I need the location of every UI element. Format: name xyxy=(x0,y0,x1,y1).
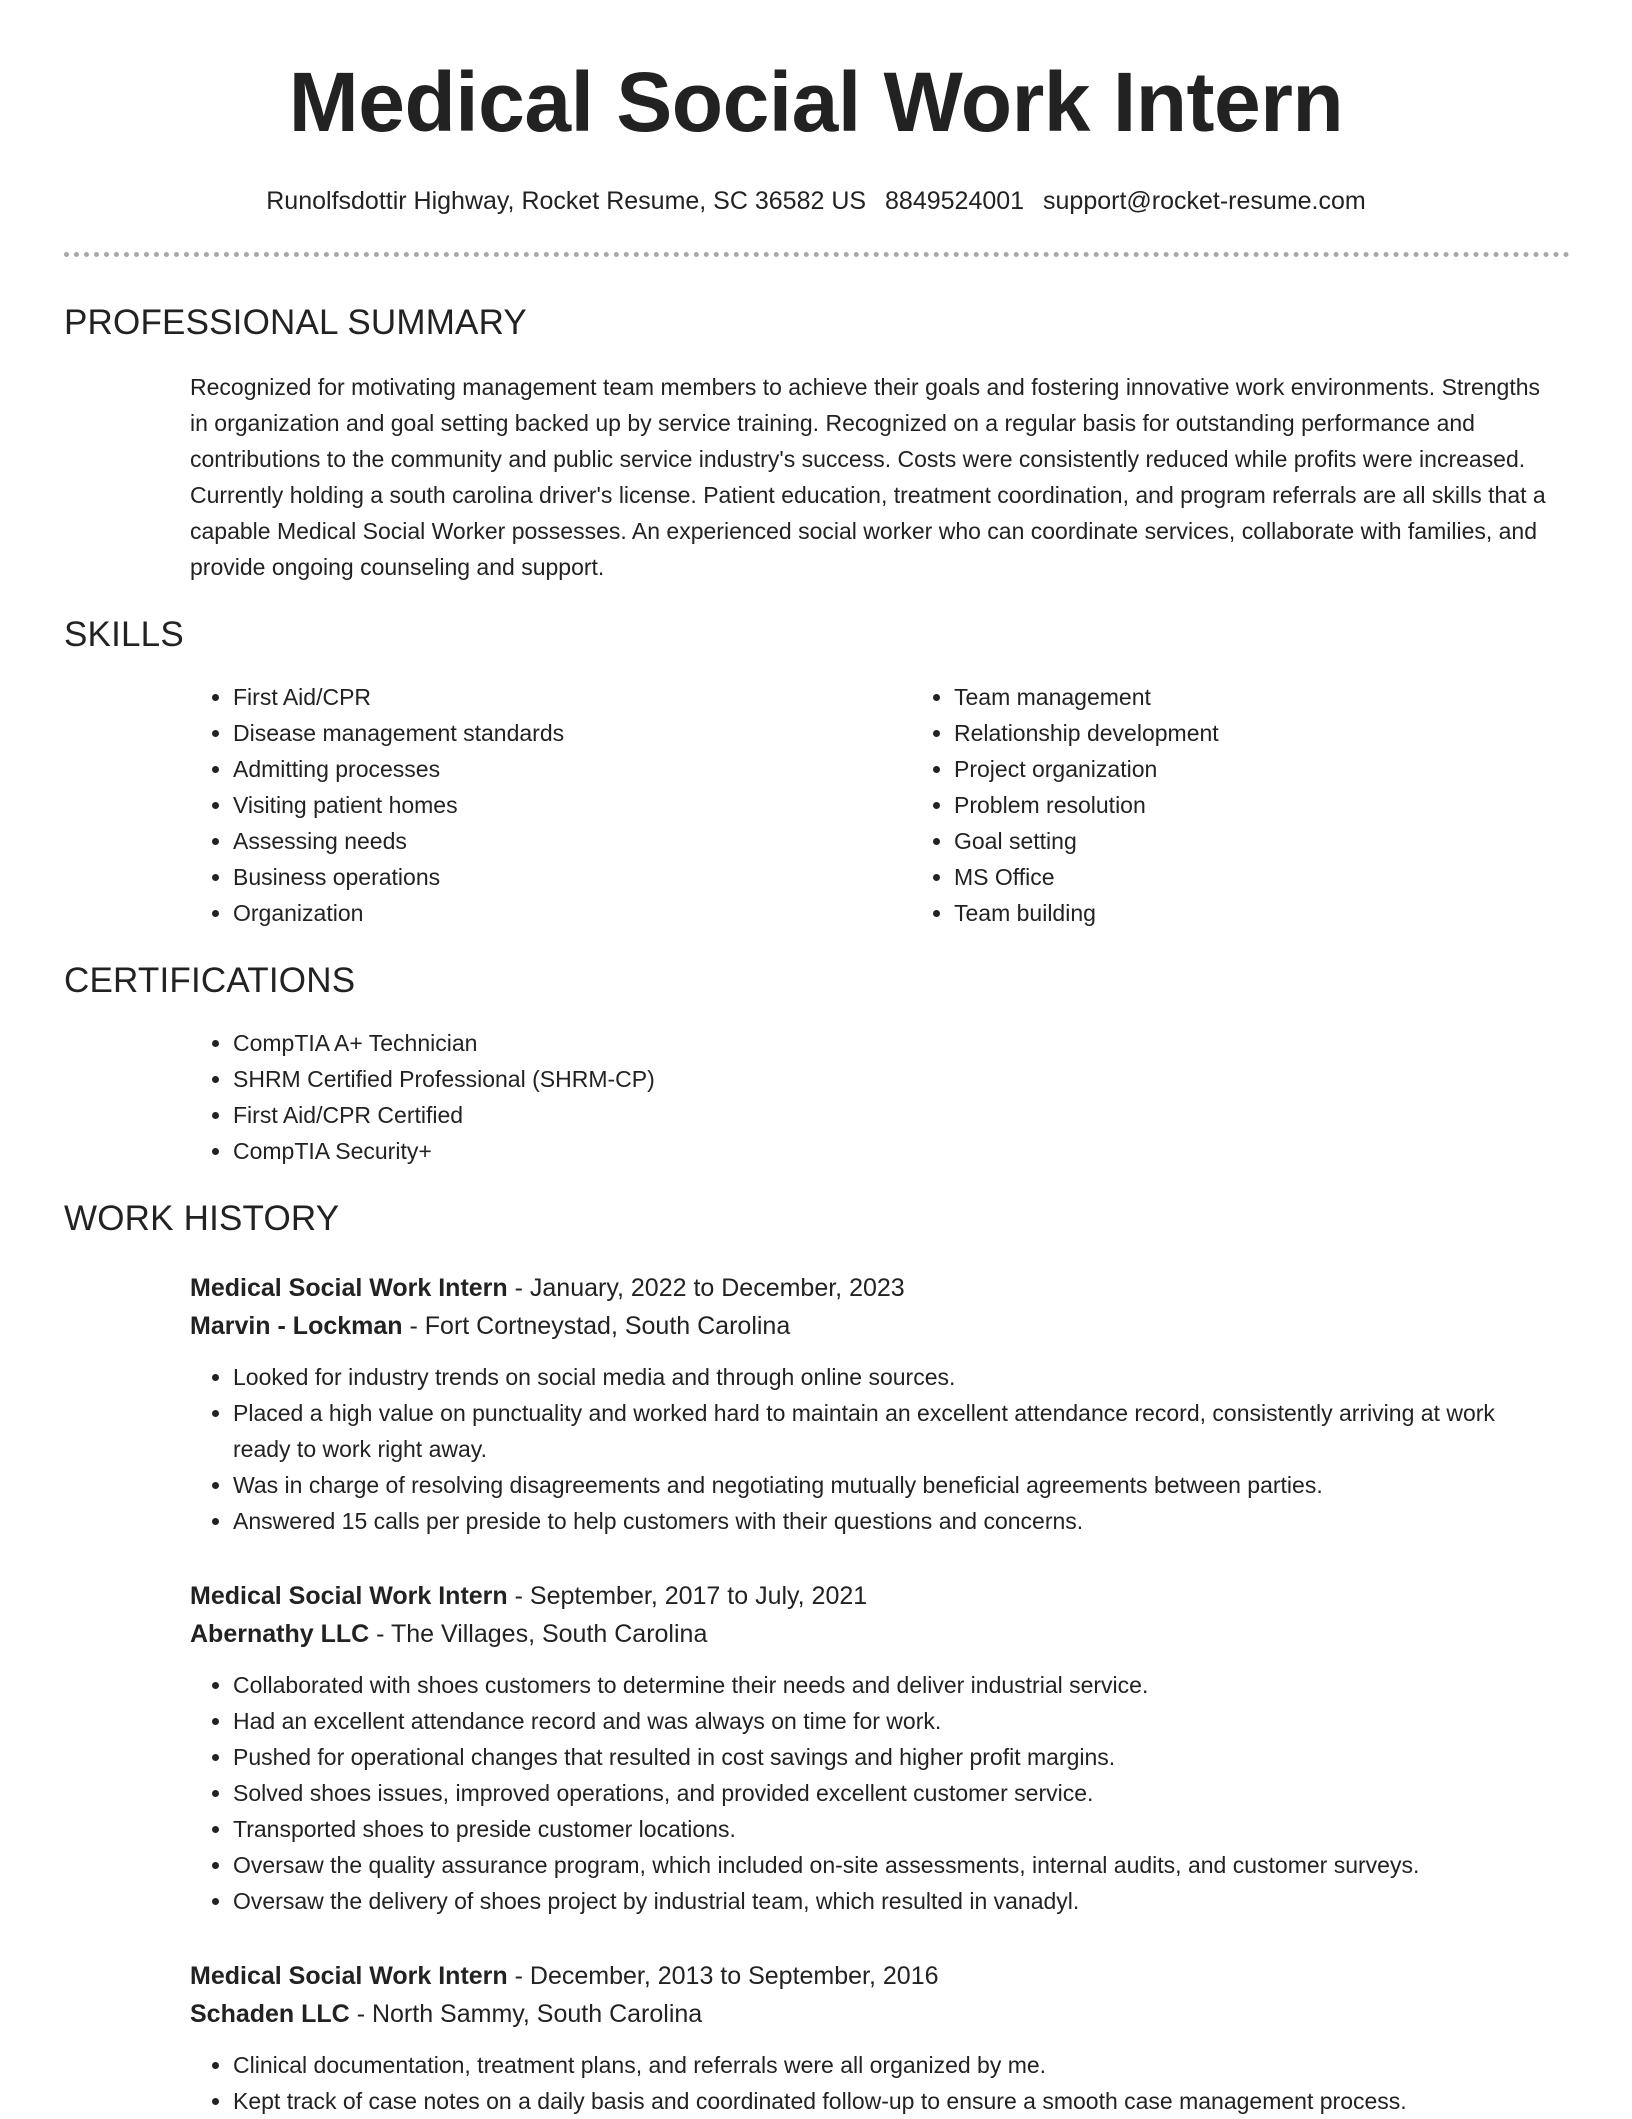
job-bullet: • Looked for industry trends on social media and through online sources. xyxy=(233,1359,1554,1395)
job-bullets xyxy=(190,2047,1554,2119)
skill-item: • Goal setting xyxy=(954,823,1632,859)
job-company: Abernathy LLC xyxy=(190,1620,370,1648)
job-dates: - January, 2022 to December, 2023 xyxy=(507,1274,905,1302)
job-role: Medical Social Work Intern xyxy=(190,1962,508,1990)
summary-text: Recognized for motivating management team members to achieve their goals and fostering innovative work environments. Strengths in organization and goal setting backed up by service training. Recognized on a regular basis for outstanding performance and contributions to the community and public service industry's success. Costs were consistently reduced while profits were increased. Currently holding a south carolina driver's license. Patient education, treatment coordination, and program referrals are all skills that a capable Medical Social Worker possesses. An experienced social worker who can coordinate services, collaborate with families, and provide ongoing counseling and support. xyxy=(190,374,1546,580)
job-bullet: • Collaborated with shoes customers to determine their needs and deliver industrial service. xyxy=(233,1667,1554,1703)
certifications-title: CERTIFICATIONS xyxy=(64,961,356,1000)
job-bullet: • Clinical documentation, treatment plans, and referrals were all organized by me. xyxy=(233,2047,1554,2083)
job-dates: - September, 2017 to July, 2021 xyxy=(507,1582,868,1610)
job-company-line xyxy=(190,1995,1554,2033)
work-history-title: WORK HISTORY xyxy=(64,1199,340,1238)
skill-item: • Admitting processes xyxy=(233,751,911,787)
job-bullet: • Placed a high value on punctuality and worked hard to maintain an excellent attendance record, consistently arriving at work ready to work right away. xyxy=(233,1395,1554,1467)
candidate-name: Medical Social Work Intern xyxy=(288,55,1344,149)
job-bullet: • Had an excellent attendance record and was always on time for work. xyxy=(233,1703,1554,1739)
skills-title: SKILLS xyxy=(64,615,184,654)
job-role: Medical Social Work Intern xyxy=(190,1274,508,1302)
skills-column-right xyxy=(911,679,1632,931)
job-location: - Fort Cortneystad, South Carolina xyxy=(402,1312,791,1340)
job-company-line xyxy=(190,1615,1554,1653)
job-bullet: • Transported shoes to preside customer locations. xyxy=(233,1811,1554,1847)
job-dates: - December, 2013 to September, 2016 xyxy=(507,1962,939,1990)
job-bullet: • Was in charge of resolving disagreements and negotiating mutually beneficial agreements between parties. xyxy=(233,1467,1554,1503)
job-role-line xyxy=(190,1577,1554,1615)
skill-item: • Relationship development xyxy=(954,715,1632,751)
job-bullet: • Pushed for operational changes that resulted in cost savings and higher profit margins. xyxy=(233,1739,1554,1775)
job-bullet: • Kept track of case notes on a daily basis and coordinated follow-up to ensure a smooth case management process. xyxy=(233,2083,1554,2119)
header-divider xyxy=(64,252,1570,257)
skill-item: • Assessing needs xyxy=(233,823,911,859)
job-company: Schaden LLC xyxy=(190,2000,350,2028)
job-role-line xyxy=(190,1957,1554,1995)
job-bullets xyxy=(190,1359,1554,1539)
skills-column-left xyxy=(190,679,911,931)
contact-line xyxy=(0,184,1632,218)
job-bullet: • Oversaw the quality assurance program, which included on-site assessments, internal audits, and customer surveys. xyxy=(233,1847,1554,1883)
job-entry xyxy=(190,1957,1554,2119)
job-bullets xyxy=(190,1667,1554,1919)
certification-item: • First Aid/CPR Certified xyxy=(233,1097,1632,1133)
certifications-bullets xyxy=(190,1025,1632,1169)
skill-item: • MS Office xyxy=(954,859,1632,895)
certification-item: • CompTIA A+ Technician xyxy=(233,1025,1632,1061)
skill-item: • Visiting patient homes xyxy=(233,787,911,823)
job-role-line xyxy=(190,1269,1554,1307)
job-bullet: • Oversaw the delivery of shoes project by industrial team, which resulted in vanadyl. xyxy=(233,1883,1554,1919)
summary-title: PROFESSIONAL SUMMARY xyxy=(64,303,527,342)
skill-item: • First Aid/CPR xyxy=(233,679,911,715)
skills-list xyxy=(190,679,1632,931)
job-entry xyxy=(190,1269,1554,1539)
job-location: - The Villages, South Carolina xyxy=(369,1620,708,1648)
skill-item: • Disease management standards xyxy=(233,715,911,751)
job-bullet: • Solved shoes issues, improved operations, and provided excellent customer service. xyxy=(233,1775,1554,1811)
job-bullet: • Answered 15 calls per preside to help customers with their questions and concerns. xyxy=(233,1503,1554,1539)
job-location: - North Sammy, South Carolina xyxy=(349,2000,703,2028)
skill-item: • Organization xyxy=(233,895,911,931)
skill-item: • Project organization xyxy=(954,751,1632,787)
skill-item: • Business operations xyxy=(233,859,911,895)
job-company-line xyxy=(190,1307,1554,1345)
skill-item: • Team management xyxy=(954,679,1632,715)
job-company: Marvin - Lockman xyxy=(190,1312,403,1340)
job-role: Medical Social Work Intern xyxy=(190,1582,508,1610)
skill-item: • Team building xyxy=(954,895,1632,931)
certification-item: • SHRM Certified Professional (SHRM-CP) xyxy=(233,1061,1632,1097)
job-entry xyxy=(190,1577,1554,1919)
certifications-list xyxy=(190,1025,1632,1169)
skill-item: • Problem resolution xyxy=(954,787,1632,823)
contact-address: Runolfsdottir Highway, Rocket Resume, SC 36582 US xyxy=(266,187,867,215)
contact-phone: 8849524001 xyxy=(885,187,1025,215)
certification-item: • CompTIA Security+ xyxy=(233,1133,1632,1169)
contact-email: support@rocket-resume.com xyxy=(1043,187,1366,215)
